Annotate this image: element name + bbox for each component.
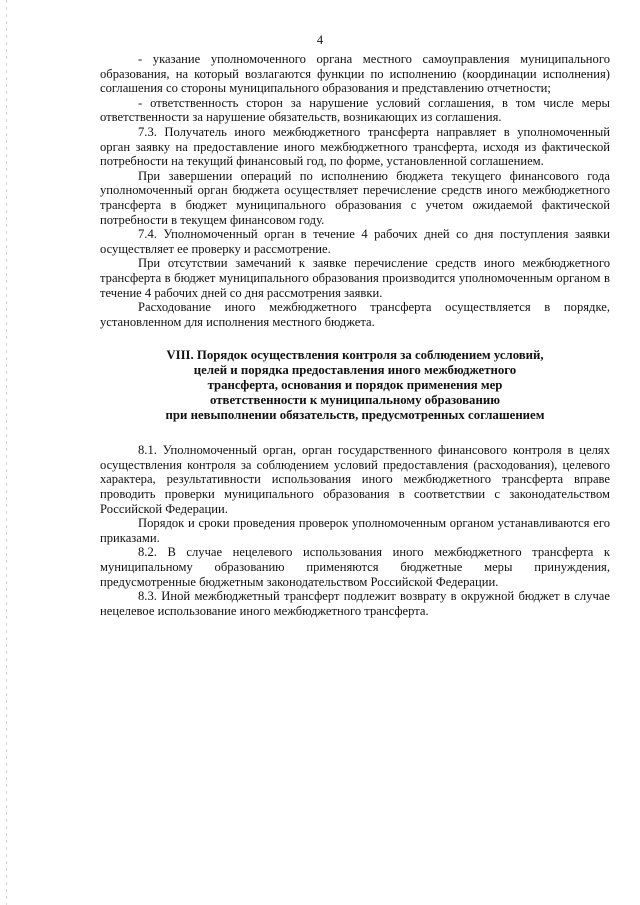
paragraph-year-end-transfer: При завершении операций по исполнению бюджета текущего финансового года уполномоченный орган бюджета осуществляет перечисление средств иного межбюджетного трансферта в бюджет муниципального образования с учетом ожидаемой фактической потребности в текущем финансовом году. <box>100 168 610 227</box>
paragraph-7-4: 7.4. Уполномоченный орган в течение 4 рабочих дней со дня поступления заявки осуществляет ее проверку и рассмотрение. <box>100 227 610 256</box>
section-heading-line: трансферта, основания и порядок применения мер <box>207 378 503 393</box>
paragraph-spending-order: Расходование иного межбюджетного трансферта осуществляется в порядке, установленном для исполнения местного бюджета. <box>100 300 610 329</box>
page-number: 4 <box>316 33 324 47</box>
paragraph-8-2: 8.2. В случае нецелевого использования иного межбюджетного трансферта к муниципальному образованию применяются бюджетные меры принуждения, предусмотренные бюджетным законодательством Российской Федерации. <box>100 545 610 589</box>
paragraph-7-3: 7.3. Получатель иного межбюджетного трансферта направляет в уполномоченный орган заявку на предоставление иного межбюджетного трансферта, исходя из фактической потребности на текущий финансовый год, по форме, установленной соглашением. <box>100 124 610 169</box>
paragraph-responsibility: - ответственность сторон за нарушение условий соглашения, в том числе меры ответственности за нарушение обязательств, возникающих из соглашения. <box>100 95 610 125</box>
scan-edge-artifact <box>6 0 7 905</box>
paragraph-8-1: 8.1. Уполномоченный орган, орган государственного финансового контроля в целях осуществления контроля за соблюдением условий предоставления (расходования), целевого характера, результативности использования иного межбюджетного трансферта вправе проводить проверки муниципального образования в соответствии с законодательством Российской Федерации. <box>100 443 610 516</box>
paragraph-authorized-body: - указание уполномоченного органа местного самоуправления муниципального образования, на который возлагаются функции по исполнению (координации исполнения) соглашения со стороны муниципального образования и представлению отчетности; <box>100 52 610 96</box>
section-heading-line: VIII. Порядок осуществления контроля за соблюдением условий, <box>166 348 544 363</box>
section-heading-line: при невыполнении обязательств, предусмотренных соглашением <box>165 408 545 423</box>
paragraph-inspection-order: Порядок и сроки проведения проверок уполномоченным органом устанавливаются его приказами. <box>100 516 610 545</box>
paragraph-8-3: 8.3. Иной межбюджетный трансферт подлежит возврату в окружной бюджет в случае нецелевое использование иного межбюджетного трансферта. <box>100 589 610 618</box>
section-heading-line: целей и порядка предоставления иного межбюджетного <box>193 363 517 378</box>
section-heading-viii <box>100 348 610 423</box>
section-heading-line: ответственности к муниципальному образованию <box>210 393 500 408</box>
document-body <box>100 52 610 618</box>
paragraph-no-remarks: При отсутствии замечаний к заявке перечисление средств иного межбюджетного трансферта в бюджет муниципального образования производится уполномоченным органом в течение 4 рабочих дней со дня рассмотрения заявки. <box>100 256 610 300</box>
